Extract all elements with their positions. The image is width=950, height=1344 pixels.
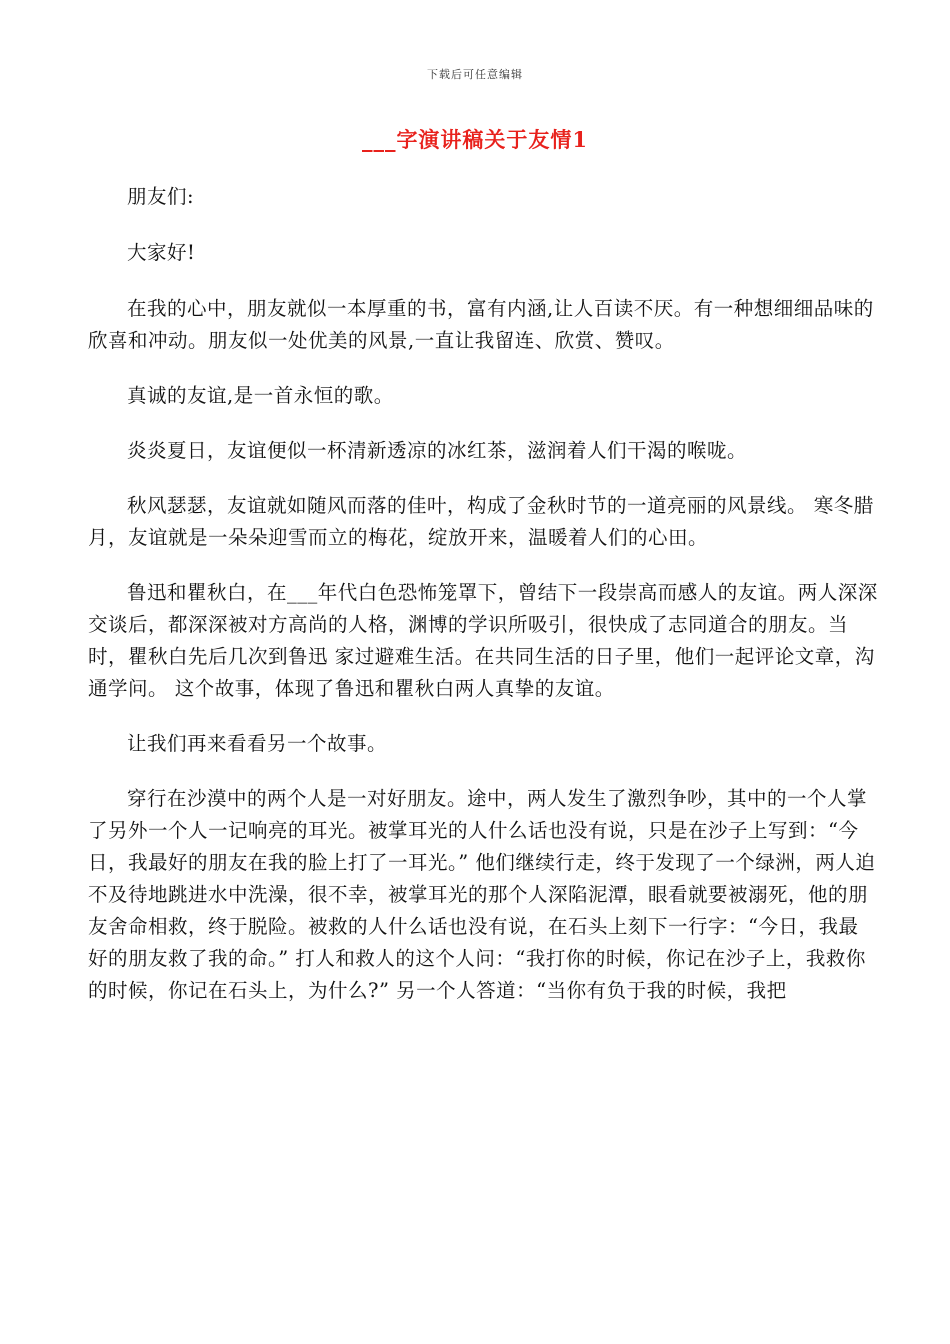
header-note: 下载后可任意编辑 [427,68,523,81]
body-paragraph: 真诚的友谊,是一首永恒的歌。 [127,384,394,407]
greeting-paragraph: 大家好! [127,241,196,264]
body-paragraph: 在我的心中，朋友就似一本厚重的书，富有内涵,让人百读不厌。有一种想细细品味的欣喜和冲动。朋友似一处优美的风景,一直让我留连、欣赏、赞叹。 [88,297,874,352]
document-title: ___字演讲稿关于友情1 [361,127,589,152]
body-paragraph: 让我们再来看看另一个故事。 [127,732,388,755]
body-paragraph: 炎炎夏日，友谊便似一杯清新透凉的冰红茶，滋润着人们干渴的喉咙。 [127,439,748,462]
body-paragraph: 鲁迅和瞿秋白，在___年代白色恐怖笼罩下，曾结下一段崇高而感人的友谊。两人深深交谈后，都深深被对方高尚的人格，渊博的学识所吸引，很快成了志同道合的朋友。当时，瞿秋白先后几次到鲁迅 家过避难生活。在共同生活的日子里，他们一起评论文章，沟通学问。 这个故事，体现了鲁迅和瞿秋白两人真挚的友谊。 [88,581,878,700]
salutation-paragraph: 朋友们: [127,185,195,208]
body-paragraph: 穿行在沙漠中的两个人是一对好朋友。途中，两人发生了激烈争吵，其中的一个人掌了另外一个人一记响亮的耳光。被掌耳光的人什么话也没有说，只是在沙子上写到：“今日，我最好的朋友在我的脸上打了一耳光。” 他们继续行走，终于发现了一个绿洲，两人迫不及待地跳进水中洗澡，很不幸，被掌耳光的那个人深陷泥潭，眼看就要被溺死，他的朋友舍命相救，终于脱险。被救的人什么话也没有说，在石头上刻下一行字：“今日，我最好的朋友救了我的命。” 打人和救人的这个人问：“我打你的时候，你记在沙子上，我救你的时候，你记在石头上，为什么?” 另一个人答道：“当你有负于我的时候，我把 [88,787,876,1002]
body-paragraph: 秋风瑟瑟，友谊就如随风而落的佳叶，构成了金秋时节的一道亮丽的风景线。 寒冬腊月，友谊就是一朵朵迎雪而立的梅花，绽放开来，温暖着人们的心田。 [88,494,874,549]
document-body [88,181,878,1030]
